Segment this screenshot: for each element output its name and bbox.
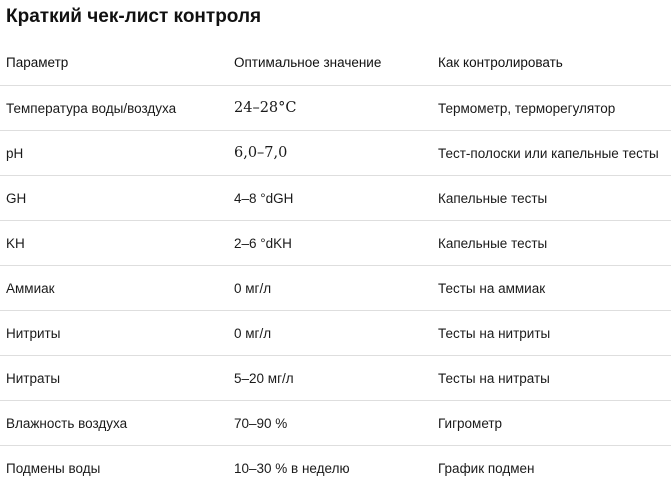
optimal-value-cell: 5–20 мг/л	[234, 370, 294, 386]
table-row	[0, 356, 671, 401]
control-method-cell: Капельные тесты	[438, 190, 548, 206]
parameter-cell: KH	[6, 235, 25, 251]
control-method-cell: Капельные тесты	[438, 235, 548, 251]
optimal-value-cell: 0 мг/л	[234, 325, 272, 341]
optimal-value-cell: 4–8 °dGH	[234, 190, 294, 206]
column-header-how-to-control: Как контролировать	[438, 55, 563, 70]
parameter-cell: Аммиак	[6, 280, 55, 296]
table-row	[0, 266, 671, 311]
parameter-cell: Нитраты	[6, 370, 61, 386]
control-method-cell: Тесты на нитриты	[438, 325, 551, 341]
control-method-cell: Гигрометр	[438, 415, 503, 431]
optimal-value-cell: 6,0–7,0	[234, 145, 288, 161]
table-row	[0, 446, 671, 491]
parameter-cell: Подмены воды	[6, 461, 101, 476]
parameter-cell: Влажность воздуха	[6, 415, 128, 431]
optimal-value-cell: 0 мг/л	[234, 280, 272, 296]
table-row	[0, 176, 671, 221]
checklist-table	[0, 40, 671, 491]
column-header-parameter: Параметр	[6, 55, 69, 70]
document-title: Краткий чек-лист контроля	[6, 6, 262, 27]
optimal-value-cell: 70–90 %	[234, 415, 288, 431]
control-method-cell: Тест-полоски или капельные тесты	[438, 145, 659, 161]
control-method-cell: График подмен	[438, 461, 535, 476]
control-method-cell: Тесты на аммиак	[438, 280, 546, 296]
control-method-cell: Тесты на нитраты	[438, 370, 550, 386]
table-row	[0, 86, 671, 131]
parameter-cell: GH	[6, 190, 27, 206]
parameter-cell: Нитриты	[6, 325, 61, 341]
control-method-cell: Термометр, терморегулятор	[438, 100, 616, 116]
table-row	[0, 401, 671, 446]
column-header-optimal-value: Оптимальное значение	[234, 55, 382, 70]
optimal-value-cell: 10–30 % в неделю	[234, 461, 350, 476]
optimal-value-cell: 24–28°C	[234, 100, 297, 116]
parameter-cell: pH	[6, 145, 24, 161]
table-row	[0, 131, 671, 176]
table-header-row	[0, 40, 671, 86]
parameter-cell: Температура воды/воздуха	[6, 100, 177, 116]
optimal-value-cell: 2–6 °dKH	[234, 235, 292, 251]
table-row	[0, 311, 671, 356]
table-row	[0, 221, 671, 266]
